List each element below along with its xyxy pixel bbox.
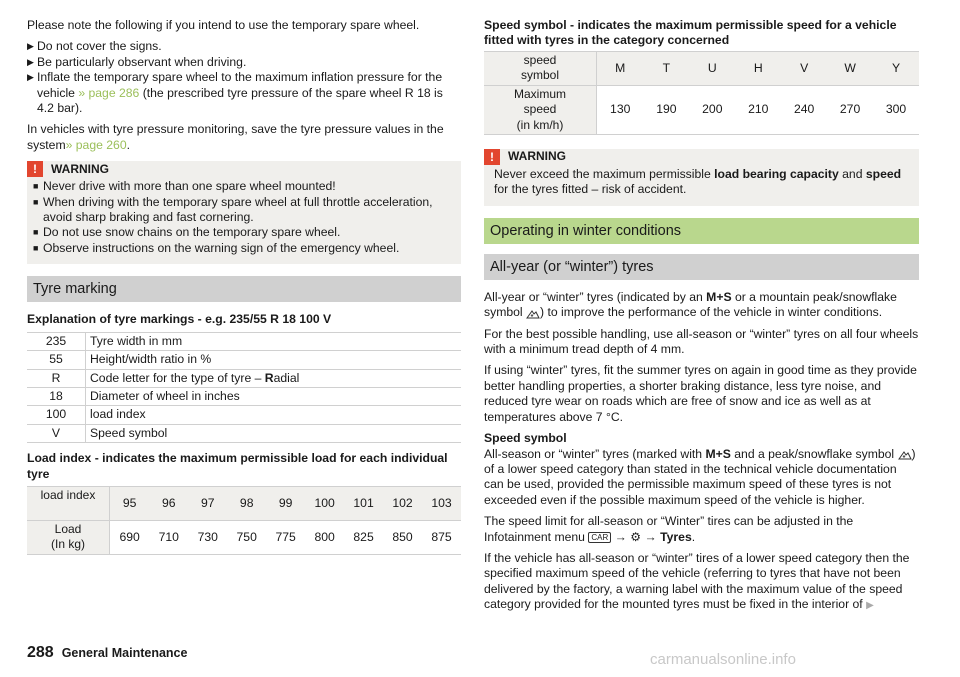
page-footer: [27, 645, 187, 661]
warning-box: [484, 149, 919, 206]
list-item: ■ Do not use snow chains on the temporary spare wheel.: [33, 225, 341, 240]
warning-box: [27, 161, 461, 264]
explanation-heading: Explanation of tyre markings - e.g. 235/55 R 18 100 V: [27, 312, 332, 327]
table-row: 18 Diameter of wheel in inches: [27, 387, 461, 405]
warning-title: WARNING: [51, 161, 109, 176]
page-link[interactable]: » page 286: [78, 85, 140, 100]
triangle-bullet-icon: ▶: [27, 72, 34, 83]
table-row: V Speed symbol: [27, 424, 461, 442]
section-heading-winter: Operating in winter conditions: [484, 218, 919, 244]
list-item: ■ Observe instructions on the warning sign of the emergency wheel.: [33, 240, 400, 255]
table-row: Maximum speed (in km/h) 130 190 200 210 240 270 300: [484, 85, 919, 134]
paragraph: All-year or “winter” tyres (indicated by an M+S or a mountain peak/snowflake symbol ) to improve the performance of the vehicle in winter conditions.: [484, 289, 897, 320]
speed-symbol-heading: Speed symbol - indicates the maximum permissible speed for a vehicle fitted with tyres in the category concerned: [484, 18, 897, 48]
page-link[interactable]: » page 260: [65, 137, 127, 152]
list-item: ▶ Do not cover the signs.: [27, 39, 162, 54]
continue-arrow-icon: ▶: [866, 600, 874, 612]
table-row: 100 load index: [27, 406, 461, 424]
warning-icon: !: [484, 149, 500, 165]
paragraph: Speed symbol All-season or “winter” tyres (marked with M+S and a peak/snowflake symbol ) of a lower speed category than stated in the technical vehicle documentation can be used, provided the permissible maximum speed of these tyres is not exceeded even if the possible maximum speed of the vehicle is higher.: [484, 431, 916, 507]
right-column: [484, 18, 919, 620]
settings-gear-icon: ⚙: [630, 529, 642, 544]
square-bullet-icon: ■: [33, 227, 39, 238]
table-row: 55 Height/width ratio in %: [27, 351, 461, 369]
section-heading-allyear: All-year (or “winter”) tyres: [484, 254, 919, 280]
table-row: load index 95 96 97 98 99 100 101 102 103: [27, 486, 461, 520]
paragraph: If the vehicle has all-season or “winter” tires of a lower speed category then the specified maximum speed of the vehicle (referring to tyres that have not been delivered by the factory, a warning label with the maximum value of the speed category provided for the mounted tyres must be fixed in the interior of ▶: [484, 550, 910, 612]
load-index-table: [27, 486, 461, 555]
watermark: carmanualsonline.info: [650, 651, 796, 668]
table-row: Load (In kg) 690 710 730 750 775 800 825 850 875: [27, 520, 461, 554]
monitor-text: In vehicles with tyre pressure monitoring, save the tyre pressure values in the system» page 260.: [27, 122, 444, 152]
mountain-snowflake-icon: [898, 449, 912, 460]
square-bullet-icon: ■: [33, 196, 39, 207]
table-row: 235 Tyre width in mm: [27, 332, 461, 350]
list-item: ■ Never drive with more than one spare wheel mounted!: [33, 179, 336, 194]
square-bullet-icon: ■: [33, 181, 39, 192]
warning-text: Never exceed the maximum permissible load bearing capacity and speed for the tyres fitted – risk of accident.: [494, 167, 902, 197]
bullet-list: [27, 39, 461, 116]
paragraph: If using “winter” tyres, fit the summer tyres on again in good time as they provide better handling properties, a shorter braking distance, less tyre noise, and reduced tyre wear on roads which are free of snow and ice as well as at temperatures above 7 °C.: [484, 363, 917, 424]
tyre-marking-table: [27, 332, 461, 443]
intro-text: Please note the following if you intend to use the temporary spare wheel.: [27, 18, 420, 32]
paragraph: For the best possible handling, use all-season or “winter” tyres on all four wheels with a minimum tread depth of 4 mm.: [484, 326, 919, 357]
list-item: ■ When driving with the temporary spare wheel at full throttle acceleration, avoid sharp braking and fast cornering.: [33, 194, 433, 225]
warning-title: WARNING: [508, 149, 566, 164]
triangle-bullet-icon: ▶: [27, 41, 34, 52]
mountain-snowflake-icon: [526, 308, 540, 319]
table-row: speed symbol M T U H V W Y: [484, 51, 919, 85]
left-column: [27, 18, 461, 555]
page-number: 288: [27, 644, 54, 661]
section-heading-tyre-marking: Tyre marking: [27, 276, 461, 302]
warning-icon: !: [27, 161, 43, 177]
triangle-bullet-icon: ▶: [27, 56, 34, 67]
table-row: R Code letter for the type of tyre – Radial: [27, 369, 461, 387]
footer-section-title: General Maintenance: [61, 646, 188, 660]
paragraph: The speed limit for all-season or “Winter” tires can be adjusted in the Infotainment menu CAR → ⚙ → Tyres.: [484, 514, 854, 544]
speed-symbol-table: [484, 51, 919, 135]
list-item: ▶ Be particularly observant when driving.: [27, 54, 247, 69]
square-bullet-icon: ■: [33, 242, 39, 253]
list-item: ▶ Inflate the temporary spare wheel to the maximum inflation pressure for the vehicle » page 286 (the prescribed tyre pressure of the spare wheel R 18 is 4.2 bar).: [27, 70, 443, 116]
load-index-heading: Load index - indicates the maximum permissible load for each individual tyre: [27, 451, 448, 481]
car-button-icon: CAR: [588, 532, 611, 543]
